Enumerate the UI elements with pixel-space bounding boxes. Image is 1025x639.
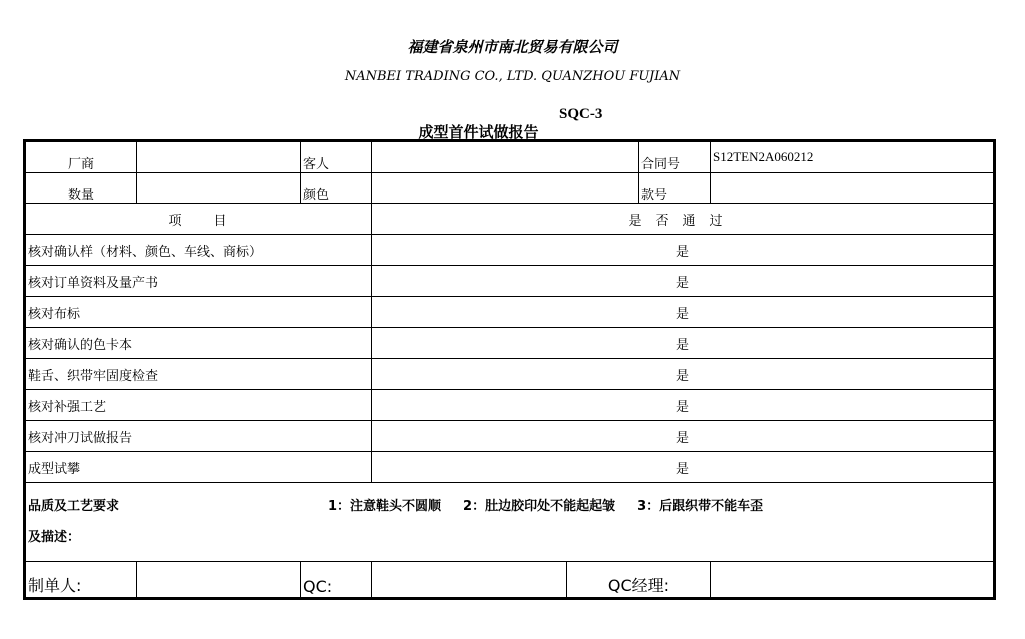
customer-label: 客人: [301, 142, 372, 173]
checklist-row: [26, 235, 994, 266]
customer-value[interactable]: [372, 142, 639, 173]
quality-label-line1: 品质及工艺要求: [28, 499, 120, 514]
company-name-cn: 福建省泉州市南北贸易有限公司: [407, 38, 618, 56]
qc-manager-value[interactable]: [711, 562, 994, 598]
pass-column-header: 是否通过: [372, 204, 994, 235]
checklist-row: [26, 359, 994, 390]
quality-label-line2: 及描述：: [28, 530, 81, 545]
qc-label: QC:: [301, 562, 372, 598]
checklist-item-result[interactable]: 是: [372, 359, 994, 390]
document-title-text: 成型首件试做报告: [418, 123, 539, 141]
checklist-item-result[interactable]: 是: [372, 421, 994, 452]
checklist-row: [26, 328, 994, 359]
quality-req-3: 3：后跟织带不能车歪: [637, 499, 764, 514]
item-column-header: 项 目: [26, 204, 372, 235]
quality-req-1: 1：注意鞋头不圆顺: [328, 499, 442, 514]
quantity-label: 数量: [26, 173, 137, 204]
checklist-header-row: [26, 204, 994, 235]
maker-label: 制单人:: [26, 562, 137, 598]
contract-value[interactable]: S12TEN2A060212: [711, 142, 994, 173]
style-value[interactable]: [711, 173, 994, 204]
checklist-item-label: 成型试攀: [26, 452, 372, 483]
info-row-2: [26, 173, 994, 204]
document-code: SQC-3: [559, 106, 603, 122]
info-row-1: [26, 142, 994, 173]
checklist-row: [26, 266, 994, 297]
factory-value[interactable]: [137, 142, 301, 173]
company-name-en: NANBEI TRADING CO., LTD. QUANZHOU FUJIAN: [344, 69, 681, 84]
contract-label: 合同号: [639, 142, 711, 173]
checklist-item-result[interactable]: 是: [372, 390, 994, 421]
checklist-item-label: 核对补强工艺: [26, 390, 372, 421]
maker-value[interactable]: [137, 562, 301, 598]
checklist-row: [26, 297, 994, 328]
quality-row: [26, 483, 994, 562]
checklist-row: [26, 390, 994, 421]
factory-label: 厂商: [26, 142, 137, 173]
qc-value[interactable]: [372, 562, 567, 598]
checklist-item-result[interactable]: 是: [372, 235, 994, 266]
qc-manager-label: QC经理:: [567, 562, 711, 598]
checklist-item-result[interactable]: 是: [372, 328, 994, 359]
checklist-item-label: 鞋舌、织带牢固度检查: [26, 359, 372, 390]
checklist-item-result[interactable]: 是: [372, 452, 994, 483]
quantity-value[interactable]: [137, 173, 301, 204]
checklist-row: [26, 452, 994, 483]
quality-req-2: 2：肚边胶印处不能起起皱: [463, 499, 616, 514]
checklist-item-label: 核对订单资料及量产书: [26, 266, 372, 297]
checklist-item-label: 核对确认样（材料、颜色、车线、商标）: [26, 235, 372, 266]
report-form: [25, 141, 994, 598]
document-title: [0, 121, 1025, 142]
checklist-item-label: 核对冲刀试做报告: [26, 421, 372, 452]
quality-requirements[interactable]: [26, 483, 994, 562]
color-value[interactable]: [372, 173, 639, 204]
checklist-item-result[interactable]: 是: [372, 297, 994, 328]
checklist-item-result[interactable]: 是: [372, 266, 994, 297]
checklist-item-label: 核对确认的色卡本: [26, 328, 372, 359]
checklist-item-label: 核对布标: [26, 297, 372, 328]
signature-row: [26, 562, 994, 598]
color-label: 颜色: [301, 173, 372, 204]
style-label: 款号: [639, 173, 711, 204]
checklist-row: [26, 421, 994, 452]
